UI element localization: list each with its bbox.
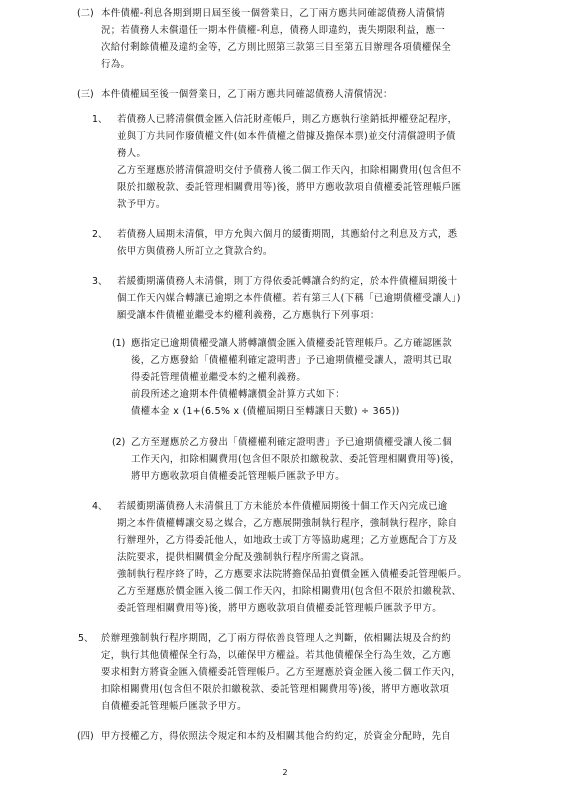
item-number-4: 4、 [92, 501, 108, 512]
item-1-line: 限於扣繳稅款、委託管理相關費用等)後，將甲方應收款項自債權委託管理帳戶匯 [117, 182, 462, 193]
subitem-number-2: (2) [112, 437, 126, 448]
item-4-line: 乙方至遲應於價金匯入後二個工作天內，扣除相關費用(包含但不限於扣繳稅款、 [117, 586, 462, 597]
item-1-line: 並與丁方共同作廢債權文件(如本件債權之借據及擔保本票)並交付清償證明予債 [117, 131, 456, 142]
item-3-line: 願受讓本件債權並繼受本約權利義務，乙方應執行下列事項： [117, 310, 380, 321]
item-5-line: 於辦理強制執行程序期間，乙丁兩方得依善良管理人之判斷，依相關法規及合約約 [101, 633, 452, 644]
section-2-line: 次給付剩餘債權及違約金等，乙方則比照第三款第三目至第五目辦理各項債權保全 [101, 42, 452, 53]
item-2-line: 依甲方與債務人所訂立之貸款合約。 [117, 246, 273, 257]
subitem-1-line: 得委託管理債權並繼受本約之權利義務。 [131, 372, 307, 383]
item-3-line: 個工作天內媒合轉讓已逾期之本件債權。若有第三人(下稱「已逾期債權受讓人」) [117, 293, 461, 304]
subitem-1-line: 前段所述之逾期本件債權轉讓價金計算方式如下： [131, 389, 345, 400]
page-number: 2 [282, 768, 288, 777]
subitem-1-line: 應指定已逾期債權受讓人將轉讓價金匯入債權委託管理帳戶。乙方確認匯款 [131, 338, 452, 349]
item-4-line: 若緩衝期滿債務人未清償且丁方未能於本件債權屆期後十個工作天內完成已逾 [117, 501, 448, 512]
price-formula: 債權本金 x (1+(6.5% x (債權屆期日至轉讓日天數) ÷ 365)) [131, 406, 400, 417]
section-2-line: 行為。 [101, 59, 131, 70]
item-5-line: 扣除相關費用(包含但不限於扣繳稅款、委託管理相關費用等)後，將甲方應收款項 [101, 684, 450, 695]
item-number-5: 5、 [78, 633, 94, 644]
item-5-line: 定，執行其他債權保全行為，以確保甲方權益。若其他債權保全行為生效，乙方應 [101, 650, 452, 661]
item-4-line: 行辦理外，乙方得委託他人，如地政士或丁方等協助處理；乙方並應配合丁方及 [117, 535, 458, 546]
subitem-2-line: 將甲方應收款項自債權委託管理帳戶匯款予甲方。 [131, 471, 345, 482]
item-1-line: 務人。 [117, 148, 147, 159]
subitem-number-1: (1) [112, 338, 126, 349]
item-1-line: 款予甲方。 [117, 199, 166, 210]
section-2-line: 本件債權-利息各期到期日屆至後一個營業日，乙丁兩方應共同確認債務人清償情 [101, 8, 446, 19]
item-3-line: 若緩衝期滿債務人未清償，則丁方得依委託轉讓合約約定，於本件債權屆期後十 [117, 276, 458, 287]
section-marker-3: (三) [77, 89, 94, 100]
item-number-3: 3、 [92, 276, 108, 287]
section-marker-4: (四) [77, 731, 94, 742]
item-4-line: 期之本件債權轉讓交易之媒合，乙方應展開強制執行程序，強制執行程序，除自 [117, 518, 458, 529]
subitem-2-line: 乙方至遲應於乙方發出「債權權利確定證明書」予已逾期債權受讓人後二個 [131, 437, 452, 448]
item-4-line: 法院要求，提供相關價金分配及強制執行程序所需之資訊。 [117, 552, 370, 563]
item-2-line: 若債務人屆期未清償，甲方允與六個月的緩衝期間，其應給付之利息及方式，悉 [117, 229, 458, 240]
section-4-line: 甲方授權乙方，得依照法令規定和本約及相關其他合約約定，於資金分配時，先自 [101, 731, 452, 742]
item-5-line: 自債權委託管理帳戶匯款予甲方。 [101, 701, 247, 712]
section-marker-2: (二) [77, 8, 94, 19]
item-1-line: 若債務人已將清償價金匯入信託財產帳戶，則乙方應執行塗銷抵押權登記程序， [117, 114, 458, 125]
item-4-line: 強制執行程序終了時，乙方應要求法院將擔保品拍賣價金匯入債權委託管理帳戶。 [117, 569, 468, 580]
item-number-1: 1、 [92, 114, 108, 125]
item-number-2: 2、 [92, 229, 108, 240]
item-1-line: 乙方至遲應於將清償證明交付予債務人後二個工作天內，扣除相關費用(包含但不 [117, 165, 462, 176]
section-2-line: 況；若債務人未償還任一期本件債權-利息，債務人即違約，喪失期限利益，應一 [101, 25, 446, 36]
section-3-title: 本件債權屆至後一個營業日，乙丁兩方應共同確認債務人清償情況： [101, 89, 393, 100]
item-5-line: 要求相對方將資金匯入債權委託管理帳戶。乙方至遲應於資金匯入後二個工作天內， [101, 667, 461, 678]
item-4-line: 委託管理相關費用等)後，將甲方應收款項自債權委託管理帳戶匯款予甲方。 [117, 603, 442, 614]
subitem-2-line: 工作天內，扣除相關費用(包含但不限於扣繳稅款、委託管理相關費用等)後， [131, 454, 460, 465]
subitem-1-line: 後，乙方應發給「債權權利確定證明書」予已逾期債權受讓人，證明其已取 [131, 355, 452, 366]
